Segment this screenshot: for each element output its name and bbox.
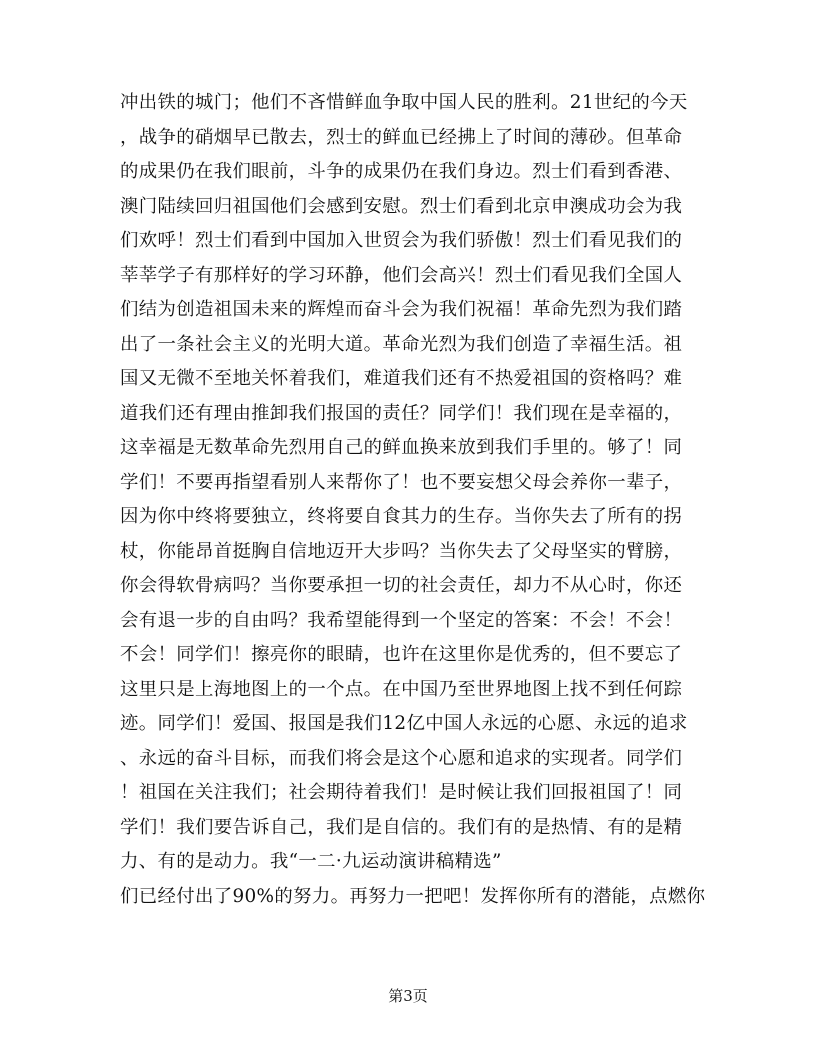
text-line: 不会！同学们！擦亮你的眼睛，也许在这里你是优秀的，但不要忘了 bbox=[120, 644, 683, 665]
text-line: 、永远的奋斗目标，而我们将会是这个心愿和追求的实现者。同学们 bbox=[120, 747, 683, 769]
body-text bbox=[120, 86, 706, 914]
text-line: 们已经付出了90%的努力。再努力一把吧！发挥你所有的潜能，点燃你 bbox=[120, 885, 706, 907]
text-line: 因为你中终将要独立，终将要自食其力的生存。当你失去了所有的拐 bbox=[120, 506, 683, 527]
text-line: 们欢呼！烈士们看到中国加入世贸会为我们骄傲！烈士们看见我们的 bbox=[120, 230, 683, 251]
text-line: 迹。同学们！爱国、报国是我们12亿中国人永远的心愿、永远的追求 bbox=[120, 713, 688, 734]
text-line: 们结为创造祖国未来的辉煌而奋斗会为我们祝福！革命先烈为我们踏 bbox=[120, 299, 683, 320]
text-line: 澳门陆续回归祖国他们会感到安慰。烈士们看到北京申澳成功会为我 bbox=[120, 195, 683, 217]
page-number: 第3页 bbox=[388, 987, 428, 1005]
text-line: 出了一条社会主义的光明大道。革命光烈为我们创造了幸福生活。祖 bbox=[120, 333, 683, 355]
text-line: 学们！我们要告诉自己，我们是自信的。我们有的是热情、有的是精 bbox=[120, 816, 683, 838]
text-line: 莘莘学子有那样好的学习环静，他们会高兴！烈士们看见我们全国人 bbox=[120, 264, 683, 286]
text-line: 学们！不要再指望看别人来帮你了！也不要妄想父母会养你一辈子， bbox=[120, 471, 683, 493]
text-line: 冲出铁的城门；他们不吝惜鲜血争取中国人民的胜利。21世纪的今天 bbox=[120, 92, 688, 113]
text-line: ，战争的硝烟早已散去，烈士的鲜血已经拂上了时间的薄砂。但革命 bbox=[120, 126, 683, 148]
text-line: 力、有的是动力。我“一二·九运动演讲稿精选” bbox=[120, 851, 502, 872]
text-line: 道我们还有理由推卸我们报国的责任？同学们！我们现在是幸福的， bbox=[120, 402, 683, 424]
text-line: 国又无微不至地关怀着我们，难道我们还有不热爱祖国的资格吗？难 bbox=[120, 368, 683, 389]
text-line: 杖，你能昂首挺胸自信地迈开大步吗？当你失去了父母坚实的臂膀， bbox=[120, 540, 683, 562]
text-line: 这幸福是无数革命先烈用自己的鲜血换来放到我们手里的。够了！同 bbox=[120, 437, 683, 458]
text-line: 你会得软骨病吗？当你要承担一切的社会责任，却力不从心时，你还 bbox=[120, 575, 683, 596]
text-line: 会有退一步的自由吗？我希望能得到一个坚定的答案：不会！不会！ bbox=[120, 609, 683, 631]
text-line: 这里只是上海地图上的一个点。在中国乃至世界地图上找不到任何踪 bbox=[120, 678, 683, 700]
text-line: ！祖国在关注我们；社会期待着我们！是时候让我们回报祖国了！同 bbox=[120, 782, 683, 803]
text-line: 的成果仍在我们眼前，斗争的成果仍在我们身边。烈士们看到香港、 bbox=[120, 161, 683, 182]
